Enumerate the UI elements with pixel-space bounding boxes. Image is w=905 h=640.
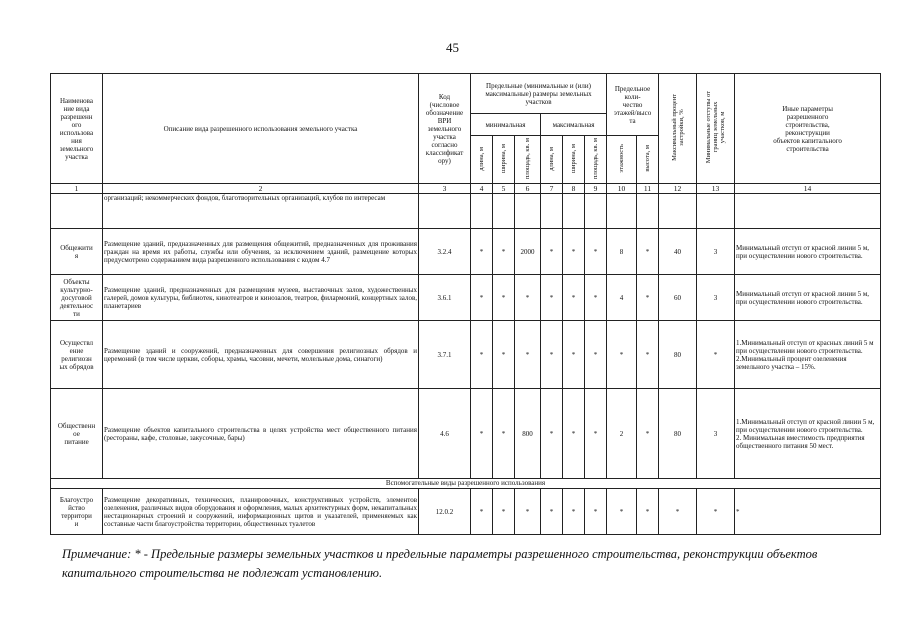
param-value: * xyxy=(493,321,515,389)
table-row xyxy=(51,229,881,275)
param-value: * xyxy=(659,489,697,535)
use-name: Общежити я xyxy=(51,229,103,275)
param-value: 60 xyxy=(659,275,697,321)
col-num: 1 xyxy=(51,184,103,194)
header-max-length: длина, м xyxy=(541,136,563,184)
col-num: 4 xyxy=(471,184,493,194)
header-max-width: ширина, м xyxy=(563,136,585,184)
param-value: * xyxy=(585,389,607,479)
continuation-text: организаций; некоммерческих фондов, благотворительных организаций, клубов по интересам xyxy=(103,194,419,229)
footnote: Примечание: * - Предельные размеры земельных участков и предельные параметры разрешенного строительства, реконструкции объектов капитального строительства не подлежат установлению. xyxy=(62,547,818,580)
param-value: 80 xyxy=(659,389,697,479)
land-use-regulation-table xyxy=(50,73,881,535)
page-number: 45 xyxy=(446,40,459,55)
use-name: Благоустро йство территори и xyxy=(51,489,103,535)
header-height: высота, м xyxy=(637,136,659,184)
param-value: 4 xyxy=(607,275,637,321)
param-value: 8 xyxy=(607,229,637,275)
header-max-percent: Максимальный процент застройки, % xyxy=(659,74,697,184)
table-row xyxy=(51,275,881,321)
param-value: * xyxy=(563,389,585,479)
param-value: * xyxy=(563,275,585,321)
section-aux-title: Вспомогательные виды разрешенного использования xyxy=(51,479,881,489)
param-value: 3 xyxy=(697,275,735,321)
use-name: Объекты культурно- досуговой деятельнос ти xyxy=(51,275,103,321)
param-value: 2000 xyxy=(515,229,541,275)
col-num: 2 xyxy=(103,184,419,194)
col-num: 8 xyxy=(563,184,585,194)
col-num: 3 xyxy=(419,184,471,194)
param-value: * xyxy=(541,275,563,321)
header-min: минимальная xyxy=(471,114,541,136)
col-num: 13 xyxy=(697,184,735,194)
param-value: * xyxy=(607,321,637,389)
param-value: 80 xyxy=(659,321,697,389)
header-other-params: Иные параметры разрешенного строительства, реконструкции объектов капитального строительства xyxy=(735,74,881,184)
param-value: * xyxy=(493,389,515,479)
use-name: Общественн ое питание xyxy=(51,389,103,479)
use-description: Размещение декоративных, технических, планировочных, конструктивных устройств, элементов озеленения, различных видов оборудования и оформления, малых архитектурных форм, некапитальных нестационарных строений и сооружений, информационных щитов и указателей, применяемых как составные части благоустройства территории, общественных туалетов xyxy=(103,489,419,535)
col-num: 9 xyxy=(585,184,607,194)
col-num: 12 xyxy=(659,184,697,194)
param-value: * xyxy=(515,489,541,535)
param-value: * xyxy=(697,489,735,535)
table-row xyxy=(51,489,881,535)
use-description: Размещение зданий и сооружений, предназначенных для совершения религиозных обрядов и церемоний (в том числе церкви, соборы, храмы, часовни, мечети, молельные дома, синагоги) xyxy=(103,321,419,389)
param-value: * xyxy=(541,321,563,389)
param-value: * xyxy=(585,229,607,275)
header-max: максимальная xyxy=(541,114,607,136)
column-number-row xyxy=(51,184,881,194)
use-description: Размещение зданий, предназначенных для размещения музеев, выставочных залов, художественных галерей, домов культуры, библиотек, кинотеатров и кинозалов, театров, филармоний, концертных залов, планетариев xyxy=(103,275,419,321)
col-num: 7 xyxy=(541,184,563,194)
param-value: * xyxy=(585,489,607,535)
param-value: * xyxy=(515,275,541,321)
header-min-width: ширина, м xyxy=(493,136,515,184)
param-value: * xyxy=(471,389,493,479)
other-params: * xyxy=(735,489,881,535)
col-num: 11 xyxy=(637,184,659,194)
continuation-row xyxy=(51,194,881,229)
param-value: * xyxy=(541,229,563,275)
section-row xyxy=(51,479,881,489)
param-value: * xyxy=(471,275,493,321)
header-floors-group: Предельное коли- чество этажей/высо та xyxy=(607,74,659,136)
param-value: * xyxy=(541,389,563,479)
other-params: Минимальный отступ от красной линии 5 м, при осуществлении нового строительства. xyxy=(735,229,881,275)
table-row xyxy=(51,389,881,479)
use-code: 4.6 xyxy=(419,389,471,479)
use-code: 3.2.4 xyxy=(419,229,471,275)
use-description: Размещение объектов капитального строительства в целях устройства мест общественного питания (рестораны, кафе, столовые, закусочные, бары) xyxy=(103,389,419,479)
header-max-area: площадь, кв. м xyxy=(585,136,607,184)
use-code: 3.6.1 xyxy=(419,275,471,321)
header-floors: этажность xyxy=(607,136,637,184)
param-value: * xyxy=(585,321,607,389)
header-min-area: площадь, кв. м xyxy=(515,136,541,184)
param-value: * xyxy=(493,275,515,321)
param-value: 800 xyxy=(515,389,541,479)
header-min-length: длина, м xyxy=(471,136,493,184)
header-size-group: Предельные (минимальные и (или) максимальные) размеры земельных участков xyxy=(471,74,607,114)
param-value: * xyxy=(637,229,659,275)
header-min-setback: Минимальные отступы от границ земельных участков, м xyxy=(697,74,735,184)
param-value: * xyxy=(471,489,493,535)
param-value: * xyxy=(563,229,585,275)
col-num: 14 xyxy=(735,184,881,194)
param-value: * xyxy=(471,229,493,275)
param-value: * xyxy=(563,489,585,535)
param-value: 40 xyxy=(659,229,697,275)
use-code: 3.7.1 xyxy=(419,321,471,389)
param-value: * xyxy=(541,489,563,535)
other-params: 1.Минимальный отступ от красных линий 5 м при осуществлении нового строительства. 2.Минимальный процент озеленения земельного участка – 15%. xyxy=(735,321,881,389)
param-value: * xyxy=(637,275,659,321)
param-value: * xyxy=(493,229,515,275)
col-num: 10 xyxy=(607,184,637,194)
param-value: * xyxy=(637,321,659,389)
param-value: * xyxy=(607,489,637,535)
param-value: * xyxy=(471,321,493,389)
use-description: Размещение зданий, предназначенных для размещения общежитий, предназначенных для проживания граждан на время их работы, службы или обучения, за исключением зданий, размещение которых предусмотрено содержанием вида разрешенного использования с кодом 4.7 xyxy=(103,229,419,275)
other-params: 1.Минимальный отступ от красной линии 5 м, при осуществлении нового строительства. 2. Минимальная вместимость предприятия общественного питания 50 мест. xyxy=(735,389,881,479)
col-num: 6 xyxy=(515,184,541,194)
param-value: * xyxy=(493,489,515,535)
param-value: * xyxy=(697,321,735,389)
use-code: 12.0.2 xyxy=(419,489,471,535)
other-params: Минимальный отступ от красной линии 5 м, при осуществлении нового строительства. xyxy=(735,275,881,321)
param-value: * xyxy=(585,275,607,321)
col-num: 5 xyxy=(493,184,515,194)
header-name: Наименова ние вида разрешенн ого использова ния земельного участка xyxy=(51,74,103,184)
param-value: * xyxy=(515,321,541,389)
table-row xyxy=(51,321,881,389)
param-value: 3 xyxy=(697,389,735,479)
header-code: Код (числовое обозначение ВРИ земельного участка согласно классификат ору) xyxy=(419,74,471,184)
param-value: * xyxy=(637,489,659,535)
param-value: 2 xyxy=(607,389,637,479)
param-value: * xyxy=(563,321,585,389)
use-name: Осуществл ение религиозн ых обрядов xyxy=(51,321,103,389)
header-description: Описание вида разрешенного использования земельного участка xyxy=(103,74,419,184)
param-value: 3 xyxy=(697,229,735,275)
param-value: * xyxy=(637,389,659,479)
